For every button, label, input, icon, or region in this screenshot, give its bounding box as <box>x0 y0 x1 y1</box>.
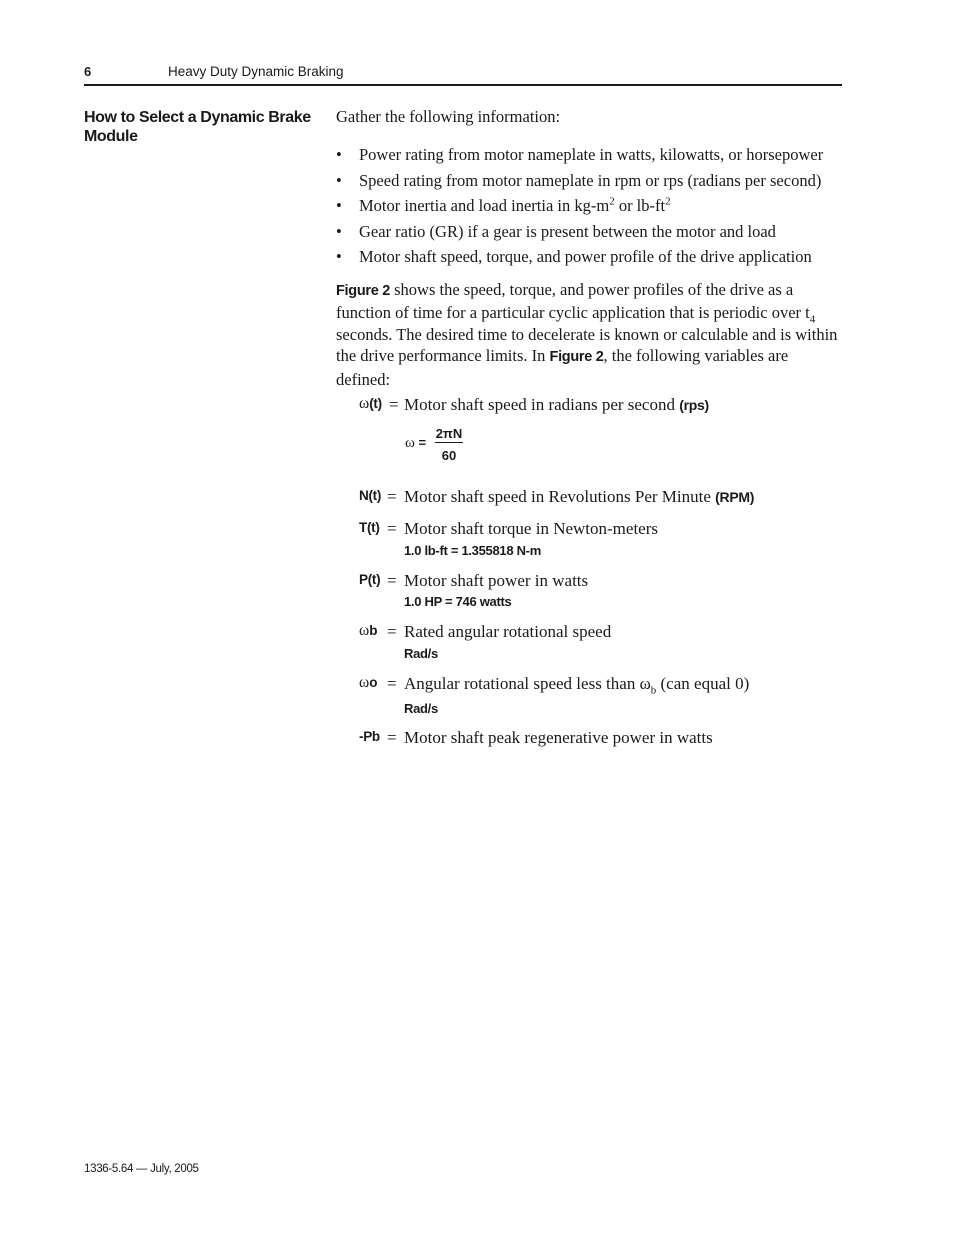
figure-reference: Figure 2 <box>336 282 390 299</box>
unit-note: Rad/s <box>404 646 438 661</box>
definition-omega-o: ωo = Angular rotational speed less than $\omega_b$ (can equal 0) Rad/s <box>359 674 750 716</box>
omega-formula: ω = 2πN 60 <box>405 426 463 463</box>
figure-reference: Figure 2 <box>549 349 604 365</box>
definition-n: N(t) = Motor shaft speed in Revolutions Per Minute (RPM) <box>359 487 755 506</box>
intro-text: Gather the following information: <box>336 107 561 126</box>
page-footer: 1336-5.64 — July, 2005 <box>84 1163 199 1175</box>
definition-pb: -Pb = Motor shaft peak regenerative power in watts <box>359 728 713 747</box>
conversion-note: 1.0 HP = 746 watts <box>404 594 512 609</box>
list-item: • Motor inertia and load inertia in $kg-m^2$ or $lb-ft^2$ <box>336 195 671 215</box>
definition-t: T(t) = Motor shaft torque in Newton-meters 1.0 lb-ft = 1.355818 N-m <box>359 519 658 558</box>
info-list <box>336 142 844 270</box>
conversion-note: 1.0 lb-ft = 1.355818 N-m <box>404 543 541 558</box>
page-number: 6 <box>84 64 92 79</box>
definition-omega: ω(t) = Motor shaft speed in radians per second (rps) <box>359 395 709 414</box>
list-item: • Motor shaft speed, torque, and power profile of the drive application <box>336 247 812 266</box>
definition-omega-b: ωb = Rated angular rotational speed Rad/s <box>359 622 612 661</box>
list-item: • Power rating from motor nameplate in watts, kilowatts, or horsepower <box>336 145 824 164</box>
definition-p: P(t) = Motor shaft power in watts 1.0 HP = 746 watts <box>359 571 589 609</box>
main-content <box>336 106 844 390</box>
section-heading: How to Select a Dynamic Brake Module <box>84 109 311 145</box>
formula-numerator: 2πN <box>435 426 463 441</box>
header-title: Heavy Duty Dynamic Braking <box>168 64 344 79</box>
description-paragraph: Figure 2 shows the speed, torque, and power profiles of the drive as a function of time for a particular cyclic application that is periodic over $t_4$ seconds. The desired time to decelerate is known or calculable and is within the drive performance limits. In Figure 2, the following variables are defined: <box>336 279 838 389</box>
page-header <box>84 62 842 86</box>
list-item: • Gear ratio (GR) if a gear is present between the motor and load <box>336 221 776 241</box>
list-item: • Speed rating from motor nameplate in rpm or rps (radians per second) <box>336 170 822 190</box>
formula-denominator: 60 <box>441 448 457 463</box>
unit-note: Rad/s <box>404 701 438 716</box>
